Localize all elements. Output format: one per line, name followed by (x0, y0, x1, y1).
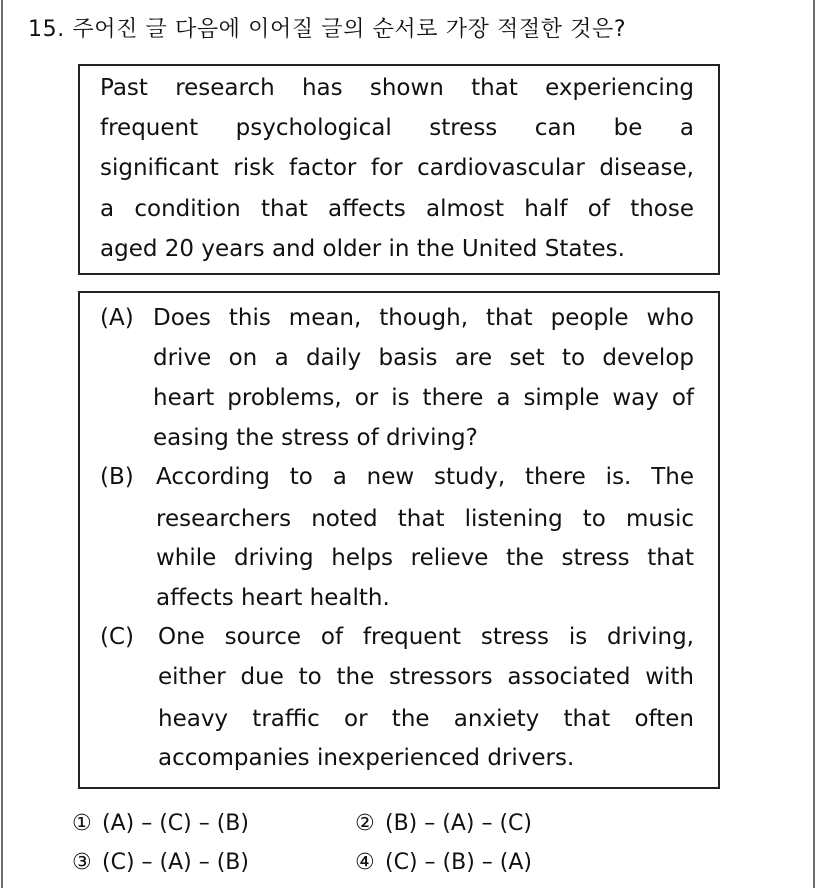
paragraph-a-line: heart problems, or is there a simple way of (153, 385, 694, 411)
paragraph-b-line: while driving helps relieve the stress that (156, 545, 694, 571)
intro-line: significant risk factor for cardiovascular disease, (100, 155, 694, 181)
choice-text: (C) – (A) – (B) (102, 850, 249, 875)
paragraph-b-label: (B) (100, 464, 134, 490)
intro-line: aged 20 years and older in the United States. (100, 236, 625, 262)
paragraph-a-line: drive on a daily basis are set to develop (153, 345, 694, 371)
intro-line: frequent psychological stress can be a (100, 115, 694, 141)
answer-choice-1[interactable] (72, 810, 249, 838)
answer-choice-3[interactable] (72, 849, 249, 877)
answer-choice-4[interactable] (355, 849, 532, 877)
answer-choice-2[interactable] (355, 810, 532, 838)
choice-text: (C) – (B) – (A) (385, 850, 532, 875)
choice-text: (A) – (C) – (B) (102, 811, 249, 836)
intro-line: Past research has shown that experiencing (100, 75, 694, 101)
paragraph-c-line: accompanies inexperienced drivers. (158, 745, 575, 771)
paragraph-b-line: affects heart health. (156, 585, 390, 611)
paragraph-c-line: One source of frequent stress is driving, (158, 624, 694, 650)
choice-number: ② (355, 811, 375, 836)
paragraph-b-line: researchers noted that listening to music (156, 506, 694, 532)
paragraph-a-line: Does this mean, though, that people who (153, 305, 694, 331)
paragraph-c-label: (C) (100, 624, 135, 650)
paragraph-a-label: (A) (100, 305, 134, 331)
choice-text: (B) – (A) – (C) (385, 811, 532, 836)
choice-number: ① (72, 811, 92, 836)
choice-number: ④ (355, 850, 375, 875)
paragraph-b-line: According to a new study, there is. The (156, 464, 694, 490)
paragraph-c-line: heavy traffic or the anxiety that often (158, 706, 694, 732)
paragraph-a-line: easing the stress of driving? (153, 425, 478, 451)
choice-number: ③ (72, 850, 92, 875)
question-title: 15. 주어진 글 다음에 이어질 글의 순서로 가장 적절한 것은? (28, 17, 627, 42)
paragraph-c-line: either due to the stressors associated with (158, 664, 694, 690)
intro-line: a condition that affects almost half of those (100, 196, 694, 222)
